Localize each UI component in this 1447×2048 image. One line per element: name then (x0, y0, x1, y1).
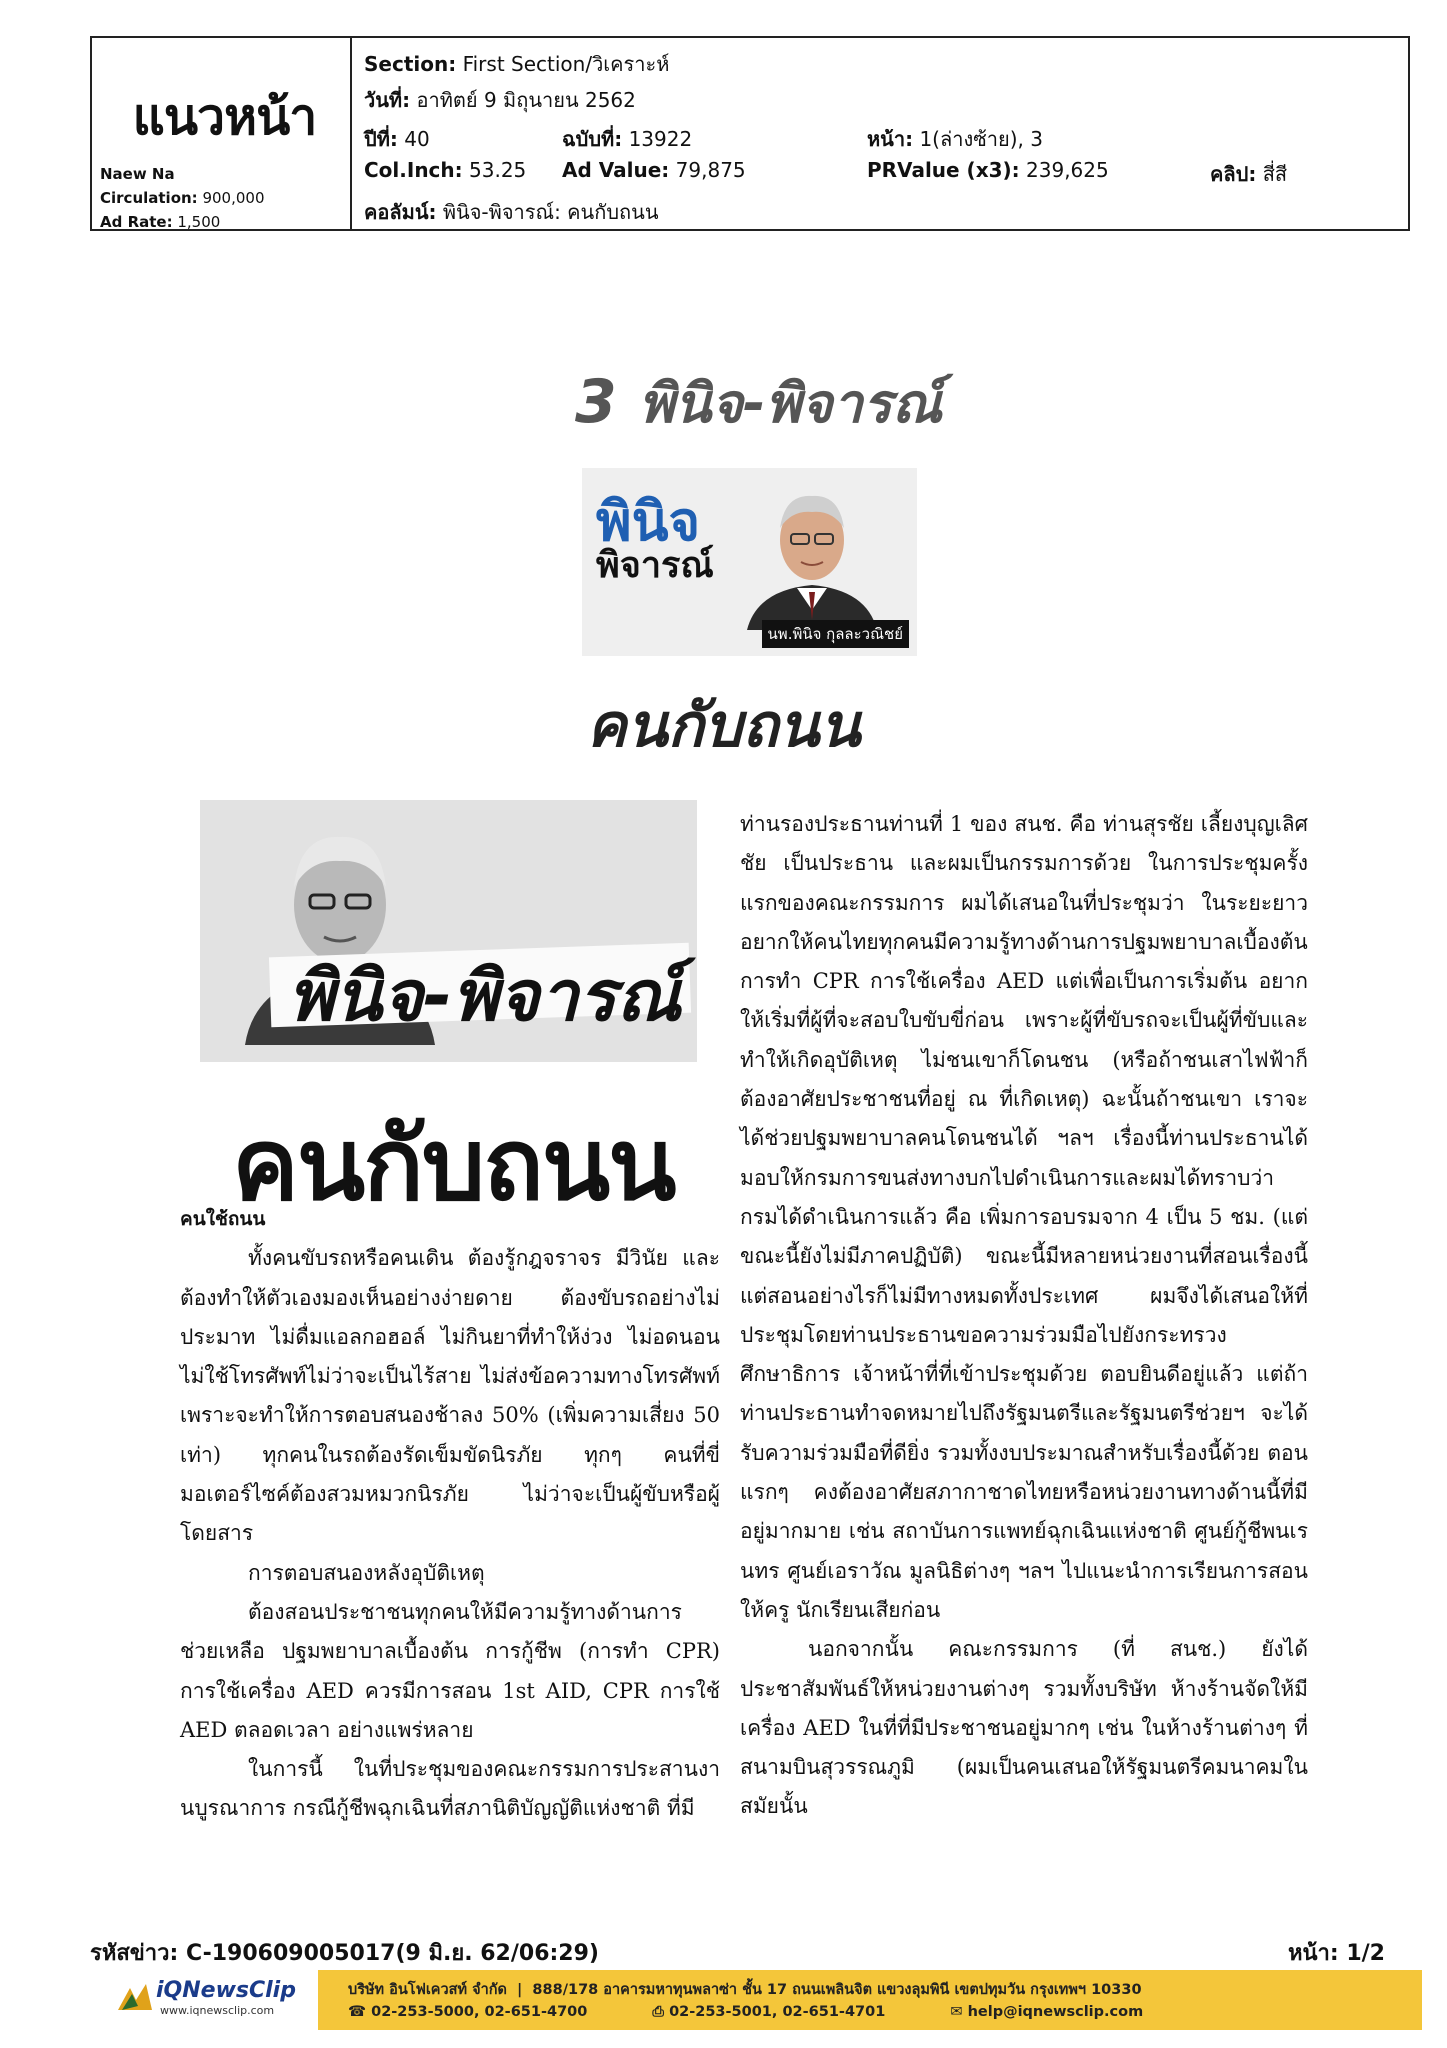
column-logo-line1: พินิจ (596, 490, 701, 553)
issue-value: 13922 (628, 127, 693, 151)
article-photo (200, 800, 697, 1062)
date-field (364, 84, 636, 116)
column-logo-line2: พิจารณ์ (596, 545, 714, 586)
photo-script-title: พินิจ-พิจารณ์ (288, 955, 682, 1037)
colinch-field (364, 158, 526, 182)
page-masthead (575, 360, 942, 446)
brand-url: www.iqnewsclip.com (160, 2004, 275, 2017)
column-logo (582, 468, 917, 656)
clip-value: สี่สี (1262, 162, 1288, 186)
email-group[interactable]: ✉ help@iqnewsclip.com (950, 2004, 1144, 2020)
page-indicator-value: 1/2 (1346, 1941, 1385, 1966)
page-value: 1(ล่างซ้าย), 3 (919, 127, 1043, 151)
adrate-value: 1,500 (177, 213, 221, 231)
news-id-time: (9 มิ.ย. 62/06:29) (395, 1941, 599, 1966)
advalue-label: Ad Value: (562, 158, 670, 182)
prvalue-value: 239,625 (1026, 158, 1109, 182)
page-label: หน้า: (867, 127, 914, 151)
article-column-left (180, 1200, 720, 1829)
advalue-value: 79,875 (675, 158, 746, 182)
year-value: 40 (404, 127, 430, 151)
colinch-label: Col.Inch: (364, 158, 463, 182)
publication-panel (92, 38, 352, 229)
company-name: บริษัท อินโฟเควสท์ จำกัด (348, 1982, 507, 1998)
article-title: คนกับถนน (232, 1106, 675, 1223)
publication-logo: แนวหน้า (132, 88, 317, 146)
news-id (90, 1935, 599, 1970)
publication-name: Naew Na (100, 165, 175, 183)
iqnewsclip-logo[interactable] (116, 1974, 306, 2026)
section-field (364, 48, 669, 80)
masthead-column-name: พินิจ-พิจารณ์ (638, 372, 942, 435)
news-id-value: C-190609005017 (185, 1941, 396, 1966)
fax-number: 02-253-5001, 02-651-4701 (669, 2004, 886, 2020)
phone-group: ☎ 02-253-5000, 02-651-4700 (348, 2004, 588, 2020)
article-paragraph: ต้องสอนประชาชนทุกคนให้มีความรู้ทางด้านการช่วยเหลือ ปฐมพยาบาลเบื้องต้น การกู้ชีพ (การทำ CPR) การใช้เครื่อง AED ควรมีการสอน 1st AID, CPR การใช้ AED ตลอดเวลา อย่างแพร่หลาย (180, 1599, 720, 1742)
section-label: Section: (364, 52, 457, 76)
article-paragraph: ท่านรองประธานท่านที่ 1 ของ สนช. คือ ท่านสุรชัย เลี้ยงบุญเลิศชัย เป็นประธาน และผมเป็นกรรมการด้วย ในการประชุมครั้งแรกของคณะกรรมการ ผมได้เสนอในที่ประชุมว่า ในระยะยาวอยากให้คนไทยทุกคนมีความรู้ทางด้านการปฐมพยาบาลเบื้องต้น การทำ CPR การใช้เครื่อง AED แต่เพื่อเป็นการเริ่มต้น อยากให้เริ่มที่ผู้ที่จะสอบใบขับขี่ก่อน เพราะผู้ที่ขับรถจะเป็นผู้ที่ขับและทำให้เกิดอุบัติเหตุ ไม่ชนเขาก็โดนชน (หรือถ้าชนเสาไฟฟ้าก็ต้องอาศัยประชาชนที่อยู่ ณ ที่เกิดเหตุ) ฉะนั้นถ้าชนเขา เราจะได้ช่วยปฐมพยาบาลคนโดนชนได้ ฯลฯ เรื่องนี้ท่านประธานได้มอบให้กรมการขนส่งทางบกไปดำเนินการและผมได้ทราบว่ากรมได้ดำเนินการแล้ว คือ เพิ่มการอบรมจาก 4 เป็น 5 ชม. (แต่ขณะนี้ยังไม่มีภาคปฏิบัติ) ขณะนี้มีหลายหน่วยงานที่สอนเรื่องนี้ แต่สอนอย่างไรก็ไม่มีทางหมดทั้งประเทศ ผมจึงได้เสนอให้ที่ประชุมโดยท่านประธานขอความร่วมมือไปยังกระทรวงศึกษาธิการ เจ้าหน้าที่ที่เข้าประชุมด้วย ตอบยินดีอยู่แล้ว แต่ถ้าท่านประธานทำจดหมายไปถึงรัฐมนตรีและรัฐมนตรีช่วยฯ จะได้รับความร่วมมือที่ดียิ่ง รวมทั้งงบประมาณสำหรับเรื่องนี้ด้วย ตอนแรกๆ คงต้องอาศัยสภากาชาดไทยหรือหน่วยงานทางด้านนี้ที่มีอยู่มากมาย เช่น สถาบันการแพทย์ฉุกเฉินแห่งชาติ ศูนย์กู้ชีพนเรนทร ศูนย์เอราวัณ มูลนิธิต่างๆ ฯลฯ ไปแนะนำการเรียนการสอนให้ครู นักเรียนเสียก่อน (740, 812, 1308, 1622)
article-column-right (740, 805, 1308, 1827)
column-label: คอลัมน์: (364, 200, 437, 224)
contact-band (318, 1970, 1422, 2030)
column-value: พินิจ-พิจารณ์: คนกับถนน (442, 200, 659, 224)
article-subheading: คนใช้ถนน (180, 1208, 266, 1230)
phone-number: 02-253-5000, 02-651-4700 (371, 2004, 588, 2020)
author-caption: นพ.พินิจ กุลละวณิชย์ (762, 620, 909, 648)
date-label: วันที่: (364, 88, 411, 112)
clip-label: คลิป: (1210, 162, 1257, 186)
page-indicator-label: หน้า: (1287, 1941, 1339, 1966)
section-value: First Section/วิเคราะห์ (462, 52, 670, 76)
article-paragraph: การตอบสนองหลังอุบัติเหตุ (248, 1560, 485, 1585)
page-headline: คนกับถนน (586, 691, 861, 761)
brand-name: iQNewsClip (156, 1978, 296, 2003)
article-paragraph: นอกจากนั้น คณะกรรมการ (ที่ สนช.) ยังได้ประชาสัมพันธ์ให้หน่วยงานต่างๆ รวมทั้งบริษัท ห้างร้านจัดให้มีเครื่อง AED ในที่ที่มีประชาชนอยู่มากๆ เช่น ในห้างร้านต่างๆ ที่สนามบินสุวรรณภูมิ (ผมเป็นคนเสนอให้รัฐมนตรีคมนาคมในสมัยนั้น (740, 1637, 1308, 1819)
address-text: 888/178 อาคารมหาทุนพลาซ่า ชั้น 17 ถนนเพลินจิต แขวงลุมพินี เขตปทุมวัน กรุงเทพฯ 10330 (532, 1982, 1142, 1998)
prvalue-label: PRValue (x3): (867, 158, 1020, 182)
page-field (867, 123, 1043, 155)
author-portrait-small (737, 480, 887, 630)
news-id-label: รหัสข่าว: (90, 1941, 179, 1966)
date-value: อาทิตย์ 9 มิถุนายน 2562 (416, 88, 636, 112)
circulation-value: 900,000 (202, 189, 265, 207)
page-indicator (1288, 1935, 1385, 1970)
colinch-value: 53.25 (469, 158, 527, 182)
clip-header (90, 36, 1410, 231)
iqnewsclip-mark-icon (116, 1980, 154, 2018)
year-field (364, 123, 430, 155)
circulation-label: Circulation: (100, 189, 198, 207)
issue-label: ฉบับที่: (562, 127, 623, 151)
article-paragraph: ในการนี้ ในที่ประชุมของคณะกรรมการประสานงานบูรณาการ กรณีกู้ชีพฉุกเฉินที่สภานิติบัญญัติแห่งชาติ ที่มี (180, 1757, 720, 1821)
adrate-label: Ad Rate: (100, 213, 173, 231)
email-address[interactable]: help@iqnewsclip.com (967, 2004, 1144, 2020)
contact-line (348, 2004, 1203, 2020)
article-paragraph: ทั้งคนขับรถหรือคนเดิน ต้องรู้กฎจราจร มีวินัย และต้องทำให้ตัวเองมองเห็นอย่างง่ายดาย ต้องขับรถอย่างไม่ประมาท ไม่ดื่มแอลกอฮอล์ ไม่กินยาที่ทำให้ง่วง ไม่อดนอน ไม่ใช้โทรศัพท์ไม่ว่าจะเป็นไร้สาย ไม่ส่งข้อความทางโทรศัพท์ เพราะจะทำให้การตอบสนองช้าลง 50% (เพิ่มความเสี่ยง 50 เท่า) ทุกคนในรถต้องรัดเข็มขัดนิรภัย ทุกๆ คนที่ขี่มอเตอร์ไซค์ต้องสวมหมวกนิรภัย ไม่ว่าจะเป็นผู้ขับหรือผู้โดยสาร (180, 1246, 720, 1546)
clip-field (1210, 158, 1287, 190)
column-field (364, 196, 658, 228)
advalue-field (562, 158, 746, 182)
company-address: บริษัท อินโฟเควสท์ จำกัด | 888/178 อาคารมหาทุนพลาซ่า ชั้น 17 ถนนเพลินจิต แขวงลุมพินี เขตปทุมวัน กรุงเทพฯ 10330 (348, 1982, 1142, 1998)
masthead-page-number: 3 (575, 367, 617, 437)
year-label: ปีที่: (364, 127, 398, 151)
fax-group: ⎙ 02-253-5001, 02-651-4701 (652, 2004, 886, 2020)
prvalue-field (867, 158, 1109, 182)
publication-meta (100, 162, 265, 234)
issue-field (562, 123, 692, 155)
